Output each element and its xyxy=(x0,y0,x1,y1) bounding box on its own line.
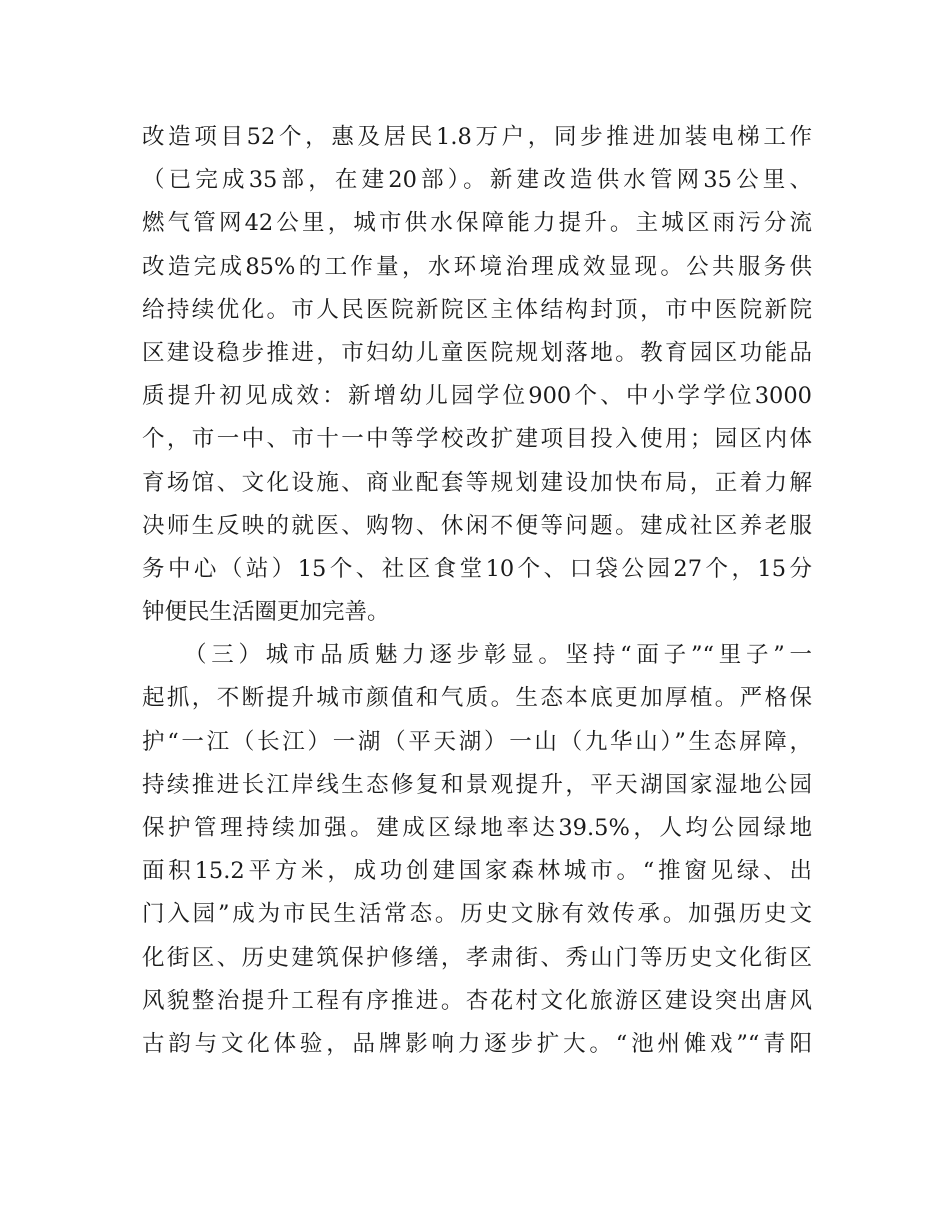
text-line: 育场馆、文化设施、商业配套等规划建设加快布局，正着力解 xyxy=(142,469,812,496)
text-line: 区建设稳步推进，市妇幼儿童医院规划落地。教育园区功能品 xyxy=(142,339,812,366)
text-line: 改造完成85%的工作量，水环境治理成效显现。公共服务供 xyxy=(142,253,812,280)
body-text xyxy=(142,116,812,1066)
text-line: 燃气管网42公里，城市供水保障能力提升。主城区雨污分流 xyxy=(142,210,812,237)
text-line: （已完成35部，在建20部）。新建改造供水管网35公里、 xyxy=(142,167,812,194)
paragraph-end-line: 钟便民生活圈更加完善。 xyxy=(142,599,390,626)
text-line: 护“一江（长江）一湖（平天湖）一山（九华山）”生态屏障， xyxy=(142,728,812,755)
text-line: 决师生反映的就医、购物、休闲不便等问题。建成社区养老服 xyxy=(142,512,812,539)
text-line: 古韵与文化体验，品牌影响力逐步扩大。“池州傩戏”“青阳 xyxy=(142,1030,812,1057)
text-line: 改造项目52个，惠及居民1.8万户，同步推进加装电梯工作 xyxy=(142,124,812,150)
text-line: 门入园”成为市民生活常态。历史文脉有效传承。加强历史文 xyxy=(142,901,812,928)
text-line: 起抓，不断提升城市颜值和气质。生态本底更加厚植。严格保 xyxy=(142,685,812,712)
text-line: 给持续优化。市人民医院新院区主体结构封顶，市中医院新院 xyxy=(142,296,812,323)
text-line: 化街区、历史建筑保护修缮，孝肃街、秀山门等历史文化街区 xyxy=(142,944,812,971)
text-line: 个，市一中、市十一中等学校改扩建项目投入使用；园区内体 xyxy=(142,426,812,453)
text-line: 保护管理持续加强。建成区绿地率达39.5%，人均公园绿地 xyxy=(142,815,812,841)
text-line: 质提升初见成效：新增幼儿园学位900个、中小学学位3000 xyxy=(142,383,812,410)
text-line: 风貌整治提升工程有序推进。杏花村文化旅游区建设突出唐风 xyxy=(142,987,812,1014)
text-line: 持续推进长江岸线生态修复和景观提升，平天湖国家湿地公园 xyxy=(142,771,812,798)
text-line: 务中心（站）15个、社区食堂10个、口袋公园27个，15分 xyxy=(142,555,812,582)
section-heading-line: （三）城市品质魅力逐步彰显。坚持“面子”“里子”一 xyxy=(184,642,812,669)
text-line: 面积15.2平方米，成功创建国家森林城市。“推窗见绿、出 xyxy=(142,858,812,885)
